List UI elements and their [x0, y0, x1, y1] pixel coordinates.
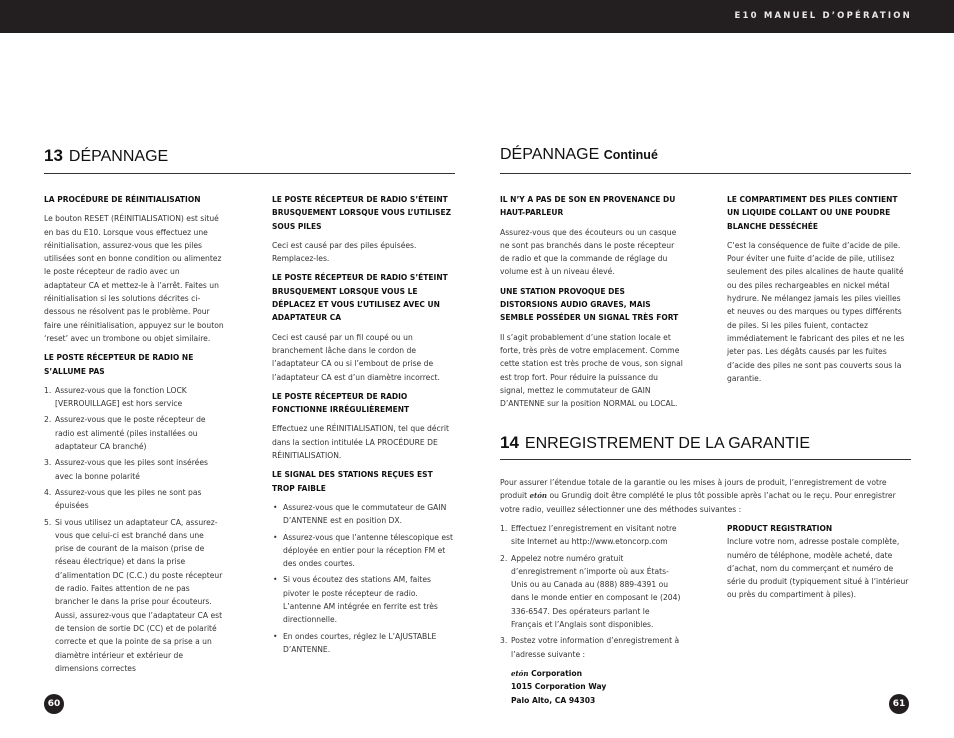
subheading: LE POSTE RÉCEPTEUR DE RADIO FONCTIONNE IRRÉGULIÈREMENT: [272, 391, 410, 415]
paragraph: Pour assurer l’étendue totale de la garantie ou les mises à jours de produit, l’enregistrement de votre produit: [500, 478, 887, 501]
list-item: 3. Assurez-vous que les piles sont insérées avec la bonne polarité: [44, 458, 208, 481]
list-item: 2. Assurez-vous que le poste récepteur de radio est alimenté (piles installées ou adaptateur CA branché): [44, 415, 206, 452]
list-item: • En ondes courtes, réglez le L’AJUSTABLE D’ANTENNE.: [273, 631, 437, 654]
mailing-address: etón Corporation 1015 Corporation Way Palo Alto, CA 94303: [511, 668, 607, 705]
list-item: 1. Assurez-vous que la fonction LOCK [VERROUILLAGE] est hors service: [44, 385, 187, 409]
subheading: LE POSTE RÉCEPTEUR DE RADIO NE S’ALLUME PAS: [44, 353, 194, 376]
warranty-intro: [500, 476, 910, 516]
section-subtitle: Continué: [603, 148, 658, 162]
heading-rule: [500, 459, 911, 460]
list-item: • Si vous écoutez des stations AM, faites pivoter le poste récepteur de radio. L’antenne AM intégrée en ferrite est très directionnelle.: [273, 575, 438, 625]
brand-name: etón: [529, 491, 548, 501]
section-heading-continued: [500, 146, 658, 164]
section-number: 14: [500, 433, 519, 452]
page-number-badge: 60: [44, 694, 64, 714]
page-number-badge: 61: [889, 694, 909, 714]
paragraph: Inclure votre nom, adresse postale complète, numéro de téléphone, modèle acheté, date d’achat, nom du commerçant et numéro de série du produit (typiquement situé à l’intérieur ou près du compartiment à piles).: [727, 537, 909, 600]
subheading: LE POSTE RÉCEPTEUR DE RADIO S’ÉTEINT BRUSQUEMENT LORSQUE VOUS L’UTILISEZ SOUS PILES: [272, 195, 452, 231]
paragraph: Effectuez une RÉINITIALISATION, tel que décrit dans la section intitulée LA PROCÉDURE DE RÉINITIALISATION.: [272, 424, 449, 461]
section-heading-13: [44, 146, 168, 166]
list-item: 3. Postez votre information d’enregistrement à l’adresse suivante :: [500, 636, 680, 659]
list-item: • Assurez-vous que l’antenne télescopique est déployée en entier pour la réception FM et des ondes courtes.: [273, 532, 453, 569]
heading-rule: [500, 173, 911, 174]
list-item: 5. Si vous utilisez un adaptateur CA, assurez-vous que celui-ci est branché dans une prise de courant de la maison (prise de réseau électrique) et dans la prise d’alimentation DC (C.C.) du poste récepteur de radio. Faites attention de ne pas brancher le dans la prise pour écouteurs. Aussi, assurez-vous que l’adaptateur CA est de tension de sortie DC (CC) et de polarité correcte et que la pointe de sa prise a un diamètre intérieur et extérieur de dimensions correctes: [44, 517, 223, 673]
numbered-list: [500, 522, 682, 661]
brand-name: etón: [511, 668, 529, 678]
paragraph: Ceci est causé par des piles épuisées. Remplacez-les.: [272, 240, 417, 264]
heading-rule: [44, 173, 455, 174]
manual-title: E10 MANUEL D’OPÉRATION: [734, 11, 912, 21]
section-title: DÉPANNAGE: [500, 146, 600, 163]
subheading: LE SIGNAL DES STATIONS REÇUES EST TROP FAIBLE: [272, 470, 433, 493]
product-registration: [727, 522, 909, 608]
paragraph: Il s’agit probablement d’une station locale et forte, très près de votre emplacement. Comme cette station est très proche de vous, son signal est trop fort. Pour réduire la puissance du signal, mettez le commutateur de GAIN D’ANTENNE sur la position NORMAL ou LOCAL.: [500, 332, 683, 409]
section-title: ENREGISTREMENT DE LA GARANTIE: [524, 435, 811, 452]
paragraph: Ceci est causé par un fil coupé ou un branchement lâche dans le cordon de l’adaptateur CA ou si l’embout de prise de l’adaptateur CA est d’un diamètre incorrect.: [272, 332, 440, 382]
list-item: • Assurez-vous que le commutateur de GAIN D’ANTENNE est en position DX.: [273, 502, 447, 526]
subheading: UNE STATION PROVOQUE DES DISTORSIONS AUDIO GRAVES, MAIS SEMBLE POSSÉDER UN SIGNAL TRÈS FORT: [500, 286, 679, 323]
right-column-2: [727, 193, 909, 391]
left-column-2: [272, 193, 454, 662]
list-item: 4. Assurez-vous que les piles ne sont pas épuisées: [44, 487, 202, 511]
paragraph: C’est la conséquence de fuite d’acide de pile. Pour éviter une fuite d’acide de pile, utilisez seulement des piles alcalines de haute qualité ou des piles rechargeables en nickel métal hydrure. Ne mélangez jamais les piles vieilles et neuves ou des marques ou types différents de piles. Si les piles fuient, contactez immédiatement le fabricant des piles et ne les jeter pas. Les dégâts causés par les fuites d’acide des piles ne sont pas couverts sous la garantie.: [727, 240, 905, 383]
section-title: DÉPANNAGE: [68, 148, 169, 165]
list-item: 1. Effectuez l’enregistrement en visitant notre site Internet au http://www.etoncorp.com: [500, 524, 677, 547]
section-heading-14: [500, 433, 810, 453]
subheading: LA PROCÉDURE DE RÉINITIALISATION: [44, 195, 201, 204]
subheading: LE COMPARTIMENT DES PILES CONTIENT UN LIQUIDE COLLANT OU UNE POUDRE BLANCHE DESSÉCHÉE: [727, 195, 898, 231]
subheading: IL N’Y A PAS DE SON EN PROVENANCE DU HAUT-PARLEUR: [500, 195, 676, 218]
header-bar: [0, 0, 954, 33]
subheading: LE POSTE RÉCEPTEUR DE RADIO S’ÉTEINT BRUSQUEMENT LORSQUE VOUS LE DÉPLACEZ ET VOUS L’UTILISEZ AVEC UN ADAPTATEUR CA: [272, 273, 448, 323]
paragraph: ou Grundig doit être complété le plus tôt possible après l’achat ou le reçu. Pour enregistrer votre radio, veuillez sélectionner une des méthodes suivantes :: [500, 491, 896, 514]
paragraph: Assurez-vous que des écouteurs ou un casque ne sont pas branchés dans le poste récepteur de radio et que la commande de réglage du volume est à un niveau élevé.: [500, 227, 677, 277]
list-item: 2. Appelez notre numéro gratuit d’enregistrement n’importe où aux États-Unis ou au Canada au (888) 889-4391 ou dans le monde entier en composant le (204) 336-6547. Des opérateurs parlant le Français et l’Anglais sont disponibles.: [500, 553, 681, 630]
numbered-list: [44, 384, 224, 675]
subheading: PRODUCT REGISTRATION: [727, 524, 833, 533]
bullet-list: [272, 501, 454, 656]
paragraph: Le bouton RESET (RÉINITIALISATION) est situé en bas du E10. Lorsque vous effectuez une réinitialisation, assurez-vous que les piles utilisées sont en bonne condition ou alimentez le poste récepteur de radio avec un adaptateur CA et mettez-le à l’arrêt. Faites un réinitialisation si les solutions décrites ci-dessous ne résolvent pas le problème. Pour faire une réinitialisation, appuyez sur le bouton ‘reset’ avec un trombone ou objet similaire.: [44, 214, 224, 343]
section-number: 13: [44, 146, 63, 165]
warranty-methods: [500, 522, 682, 707]
right-column-1: [500, 193, 684, 416]
left-column-1: [44, 193, 224, 681]
